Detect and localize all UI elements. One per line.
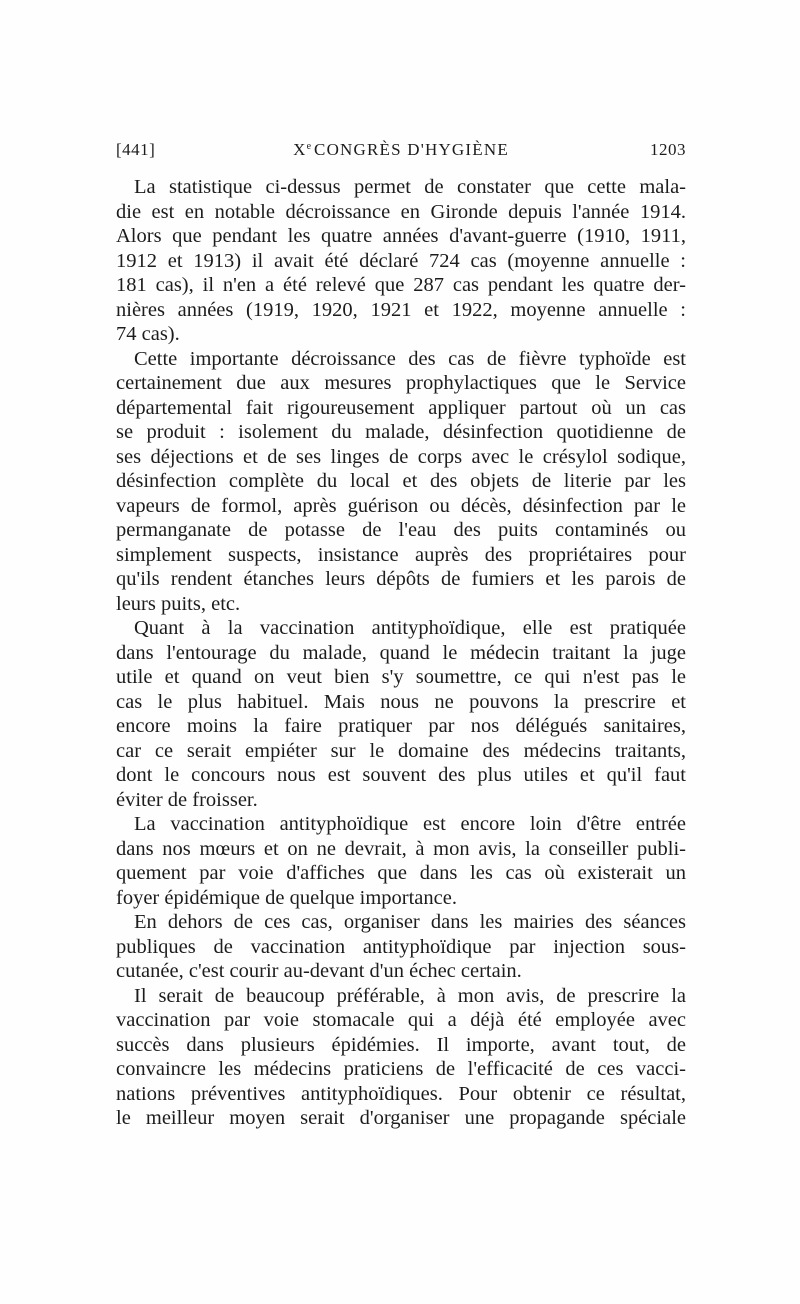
text-line: Il serait de beaucoup préférable, à mon avis, de prescrire la (134, 984, 686, 1007)
text-line: convaincre les médecins praticiens de l'efficacité de ces vacci- (116, 1058, 686, 1080)
text-line: encore moins la faire pratiquer par nos délégués sanitaires, (116, 715, 686, 737)
text-line: certainement due aux mesures prophylactiques que le Service (116, 372, 686, 394)
text-line: cutanée, c'est courir au-devant d'un échec certain. (116, 960, 522, 982)
folio-bracket: [441] (116, 140, 156, 159)
text-line: foyer épidémique de quelque importance. (116, 886, 457, 909)
running-title-prefix: X (293, 140, 307, 159)
text-line: quement par voie d'affiches que dans les cas où existerait un (116, 862, 686, 884)
text-line: simplement suspects, insistance auprès des propriétaires pour (116, 543, 686, 566)
text-line: leurs puits, etc. (116, 592, 241, 615)
text-line: succès dans plusieurs épidémies. Il importe, avant tout, de (116, 1033, 686, 1056)
text-line: car ce serait empiéter sur le domaine des médecins traitants, (116, 739, 686, 762)
running-title (116, 140, 686, 160)
text-line: vapeurs de formol, après guérison ou décès, désinfection par le (116, 494, 686, 517)
text-line: Alors que pendant les quatre années d'avant-guerre (1910, 1911, (116, 225, 686, 247)
page-number: 1203 (650, 140, 686, 159)
text-line: En dehors de ces cas, organiser dans les mairies des séances (134, 911, 686, 933)
text-line: le meilleur moyen serait d'organiser une propagande spéciale (116, 1107, 686, 1129)
running-header (116, 140, 686, 164)
text-line: die est en notable décroissance en Gironde depuis l'année 1914. (116, 200, 686, 223)
text-line: éviter de froisser. (116, 788, 258, 811)
text-line: Cette importante décroissance des cas de fièvre typhoïde est (134, 347, 686, 370)
text-line: départemental fait rigoureusement appliquer partout où un cas (116, 396, 686, 419)
text-line: désinfection complète du local et des objets de literie par les (116, 470, 686, 492)
text-line: nations préventives antityphoïdiques. Pour obtenir ce résultat, (116, 1082, 686, 1105)
text-line: publiques de vaccination antityphoïdique par injection sous- (116, 935, 686, 958)
text-line: vaccination par voie stomacale qui a déjà été employée avec (116, 1009, 686, 1031)
text-line: permanganate de potasse de l'eau des puits contaminés ou (116, 519, 686, 541)
text-line: 1912 et 1913) il avait été déclaré 724 cas (moyenne annuelle : (116, 249, 686, 272)
running-title-text: CONGRÈS D'HYGIÈNE (314, 140, 509, 159)
text-line: dans l'entourage du malade, quand le médecin traitant la juge (116, 641, 686, 664)
text-line: utile et quand on veut bien s'y soumettre, ce qui n'est pas le (116, 666, 686, 688)
text-line: cas le plus habituel. Mais nous ne pouvons la prescrire et (116, 690, 686, 713)
text-line: qu'ils rendent étanches leurs dépôts de fumiers et les parois de (116, 568, 686, 590)
text-line: dans nos mœurs et on ne devrait, à mon avis, la conseiller publi- (116, 837, 686, 860)
text-line: se produit : isolement du malade, désinfection quotidienne de (116, 421, 686, 443)
text-line: La statistique ci-dessus permet de constater que cette mala- (134, 176, 686, 198)
text-line: 181 cas), il n'en a été relevé que 287 cas pendant les quatre der- (116, 274, 686, 296)
text-line: Quant à la vaccination antityphoïdique, elle est pratiquée (134, 617, 686, 639)
text-line: ses déjections et de ses linges de corps avec le crésylol sodique, (116, 445, 686, 468)
body-text (116, 175, 686, 1131)
text-line: 74 cas). (116, 323, 180, 345)
running-title-superscript: e (306, 141, 312, 152)
text-line: dont le concours nous est souvent des plus utiles et qu'il faut (116, 764, 686, 786)
text-line: nières années (1919, 1920, 1921 et 1922, moyenne annuelle : (116, 298, 686, 321)
text-line: La vaccination antityphoïdique est encore loin d'être entrée (134, 813, 686, 835)
